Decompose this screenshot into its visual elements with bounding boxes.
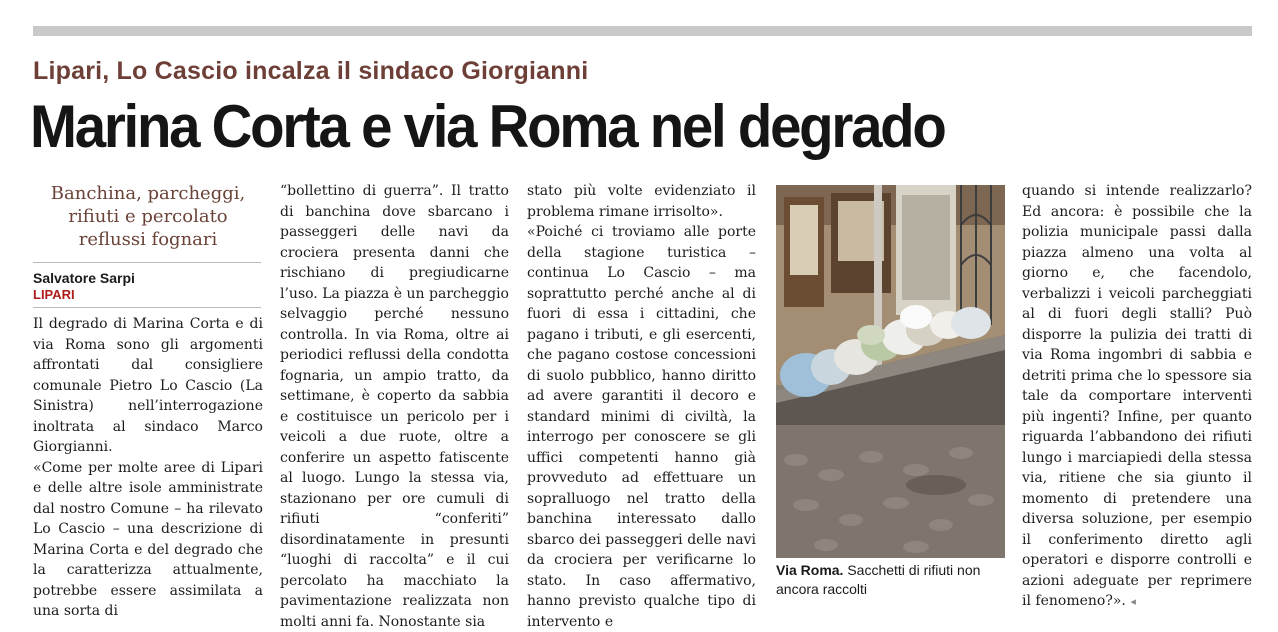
article-column-3 [527,181,756,630]
paragraph: Il degrado di Marina Corta e di via Roma sono gli argomenti affrontati dal consigliere comunale Pietro Lo Cascio (La Sinistra) nell’interrogazione inoltrata al sindaco Marco Giorgianni. [33,316,263,455]
author-name: Salvatore Sarpi [33,270,135,286]
paragraph: “bollettino di guerra”. Il tratto di banchina dove sbarcano i passeggeri delle navi da crociera presenta danni che rischiano di pregiudicarne l’uso. La piazza è un parcheggio selvaggio perché nessuno controlla. In via Roma, oltre ai periodici reflussi della condotta fognaria, un ampio tratto, da settimane, è coperto da sabbia e costituisce un pericolo per i veicoli a due ruote, oltre a conferire un aspetto fatiscente al luogo. Lungo la stessa via, stazionano per ore cumuli di rifiuti “conferiti” disordinatamente in presunti “luoghi di raccolta” e il cui percolato ha macchiato la pavimentazione realizzata non molti anni fa. Nonostante sia [280,183,509,630]
paragraph-text: quando si intende realizzarlo? Ed ancora: è possibile che la polizia municipale passi dalla piazza almeno una volta al giorno e, che facendolo, verbalizzi i veicoli parcheggiati al di fuori degli stalli? Può disporre la pulizia dei tratti di via Roma ingombri di sabbia e detriti prima che lo spessore sia tale da comportare interventi più ingenti? Infine, per quanto riguarda l’abbandono dei rifiuti lungo i marciapiedi della stessa via, ritiene che sia giunto il momento di pretendere una diversa soluzione, per esempio il conferimento diretto agli operatori e disporre controlli e azioni adeguate per reprimere il fenomeno?». [1022,183,1252,609]
summary-divider [33,262,261,263]
summary: Banchina, parcheggi, rifiuti e percolato reflussi fognari [50,183,246,250]
byline-divider [33,307,261,308]
article-column-2 [280,181,509,630]
end-mark-icon: ◂ [1130,595,1136,608]
paragraph: «Come per molte aree di Lipari e delle altre isole amministrate dal nostro Comune – ha rilevato Lo Cascio – una descrizione di Marina Corta e del degrado che la caratterizza attualmente, potrebbe essere assimilata a una sorta di [33,459,263,619]
caption-bold: Via Roma. [776,562,844,578]
kicker: Lipari, Lo Cascio incalza il sindaco Giorgianni [33,57,589,85]
paragraph [1022,181,1252,613]
dateline-location: LIPARI [33,287,75,302]
article-column-1 [33,314,263,619]
photo-caption [776,561,1008,599]
caption-text: Sacchetti di rifiuti non ancora raccolti [776,562,981,597]
headline: Marina Corta e via Roma nel degrado [30,93,945,160]
photo-street-garbage [776,185,1005,558]
paragraph: stato più volte evidenziato il problema rimane irrisolto». [527,183,756,220]
article-column-5 [1022,181,1252,609]
top-rule [33,26,1252,36]
article-photo [776,185,1005,558]
paragraph: «Poiché ci troviamo alle porte della stagione turistica – continua Lo Cascio – ma soprattutto perché anche al di fuori di essa i cittadini, che pagano i tributi, e gli esercenti, che pagano costose concessioni di suolo pubblico, hanno diritto ad avere garantiti il decoro e standard minimi di civiltà, la interrogo per conoscere se gli uffici competenti hanno già provveduto ad effettuare un sopralluogo nel tratto della banchina interessato dallo sbarco dei passeggeri delle navi da crociera per verificarne lo stato. In caso affermativo, hanno previsto qualche tipo di intervento e [527,224,756,630]
